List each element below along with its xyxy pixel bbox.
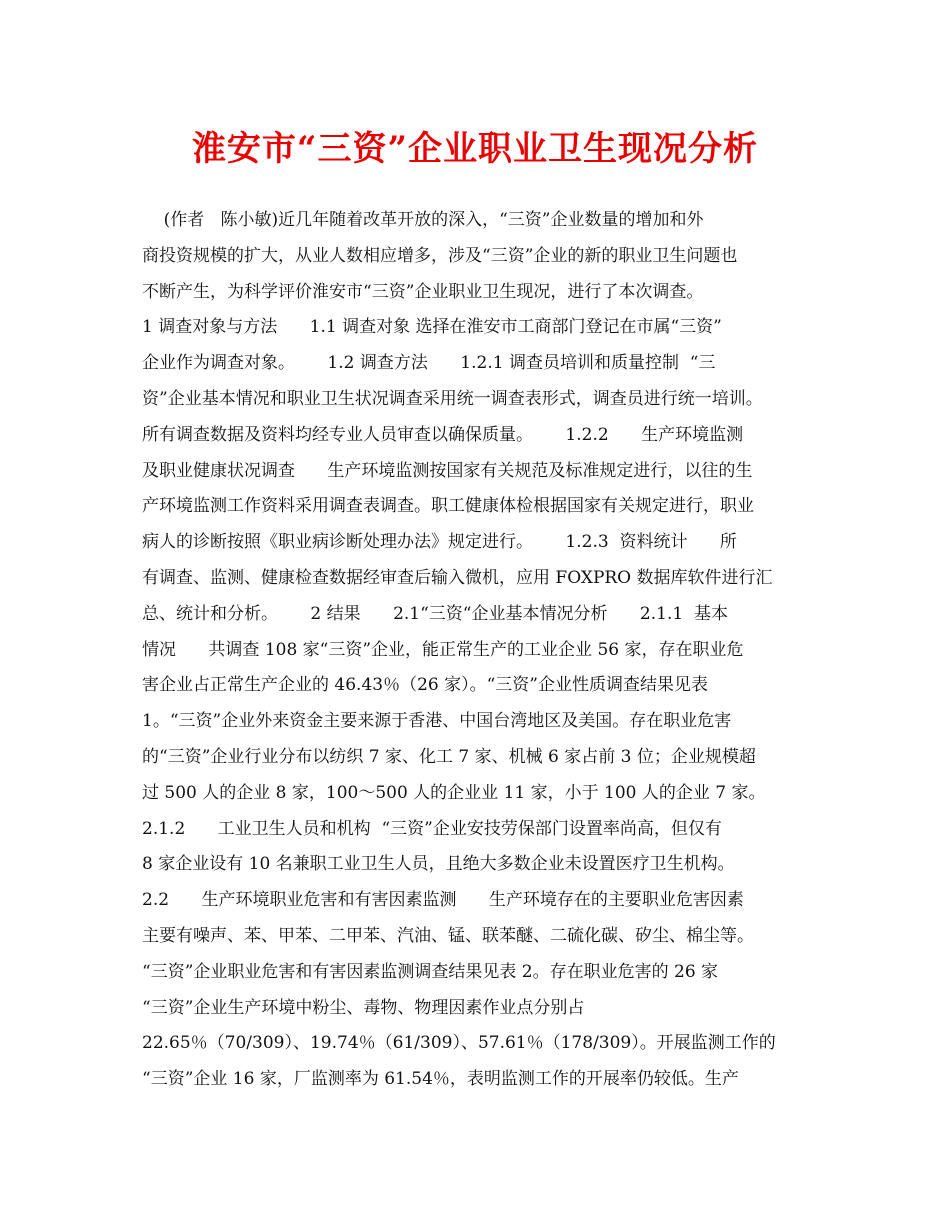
body-line: 及职业健康状况调查 生产环境监测按国家有关规范及标准规定进行，以往的生: [142, 460, 753, 481]
body-line: 情况 共调查 108 家“三资”企业，能正常生产的工业企业 56 家，存在职业危: [142, 639, 744, 660]
body-line: 不断产生，为科学评价淮安市“三资”企业职业卫生现况，进行了本次调查。: [142, 281, 704, 302]
body-line: “三资”企业职业危害和有害因素监测调查结果见表 2。存在职业危害的 26 家: [142, 961, 719, 982]
body-line: “三资”企业 16 家，厂监测率为 61.54％，表明监测工作的开展率仍较低。生产: [142, 1069, 739, 1090]
body-line: 的“三资”企业行业分布以纺织 7 家、化工 7 家、机械 6 家占前 3 位；企业规模超: [142, 746, 756, 767]
body-line: 1 调查对象与方法 1.1 调查对象 选择在淮安市工商部门登记在市属“三资”: [142, 317, 722, 338]
body-line: 主要有噪声、苯、甲苯、二甲苯、汽油、锰、联苯醚、二硫化碳、矽尘、棉尘等。: [142, 925, 754, 946]
body-line: 企业作为调查对象。 1.2 调查方法 1.2.1 调查员培训和质量控制 “三: [142, 353, 716, 374]
body-line: 资”企业基本情况和职业卫生状况调查采用统一调查表形式，调查员进行统一培训。: [142, 388, 763, 409]
body-line: (作者 陈小敏)近几年随着改革开放的深入，“三资”企业数量的增加和外: [142, 210, 704, 230]
body-line: 1。“三资”企业外来资金主要来源于香港、中国台湾地区及美国。存在职业危害: [142, 711, 732, 732]
document-body: [142, 203, 822, 1098]
body-line: 2.2 生产环境职业危害和有害因素监测 生产环境存在的主要职业危害因素: [142, 890, 744, 911]
body-line: 22.65％（70/309）、19.74％（61/309）、57.61％（178/309）。开展监测工作的: [142, 1033, 776, 1054]
document-title: 淮安市“三资”企业职业卫生现况分析: [191, 129, 759, 169]
body-line: 所有调查数据及资料均经专业人员审查以确保质量。 1.2.2 生产环境监测: [142, 424, 744, 445]
body-line: 产环境监测工作资料采用调查表调查。职工健康体检根据国家有关规定进行，职业: [142, 496, 754, 517]
body-line: 有调查、监测、健康检查数据经审查后输入微机，应用 FOXPRO 数据库软件进行汇: [142, 567, 773, 588]
body-line: 病人的诊断按照《职业病诊断处理办法》规定进行。 1.2.3 资料统计 所: [142, 532, 737, 553]
body-line: 8 家企业设有 10 名兼职工业卫生人员，且绝大多数企业未设置医疗卫生机构。: [142, 854, 735, 875]
body-line: 过 500 人的企业 8 家，100～500 人的企业业 11 家，小于 100 人的企业 7 家。: [142, 782, 766, 803]
body-line: “三资”企业生产环境中粉尘、毒物、物理因素作业点分别占: [142, 997, 585, 1018]
body-line: 商投资规模的扩大，从业人数相应增多，涉及“三资”企业的新的职业卫生问题也: [142, 245, 738, 266]
body-line: 2.1.2 工业卫生人员和机构 “三资”企业安技劳保部门设置率尚高，但仅有: [142, 818, 722, 839]
body-line: 害企业占正常生产企业的 46.43％（26 家）。“三资”企业性质调查结果见表: [142, 675, 708, 696]
body-line: 总、统计和分析。 2 结果 2.1“三资“企业基本情况分析 2.1.1 基本: [142, 603, 728, 624]
